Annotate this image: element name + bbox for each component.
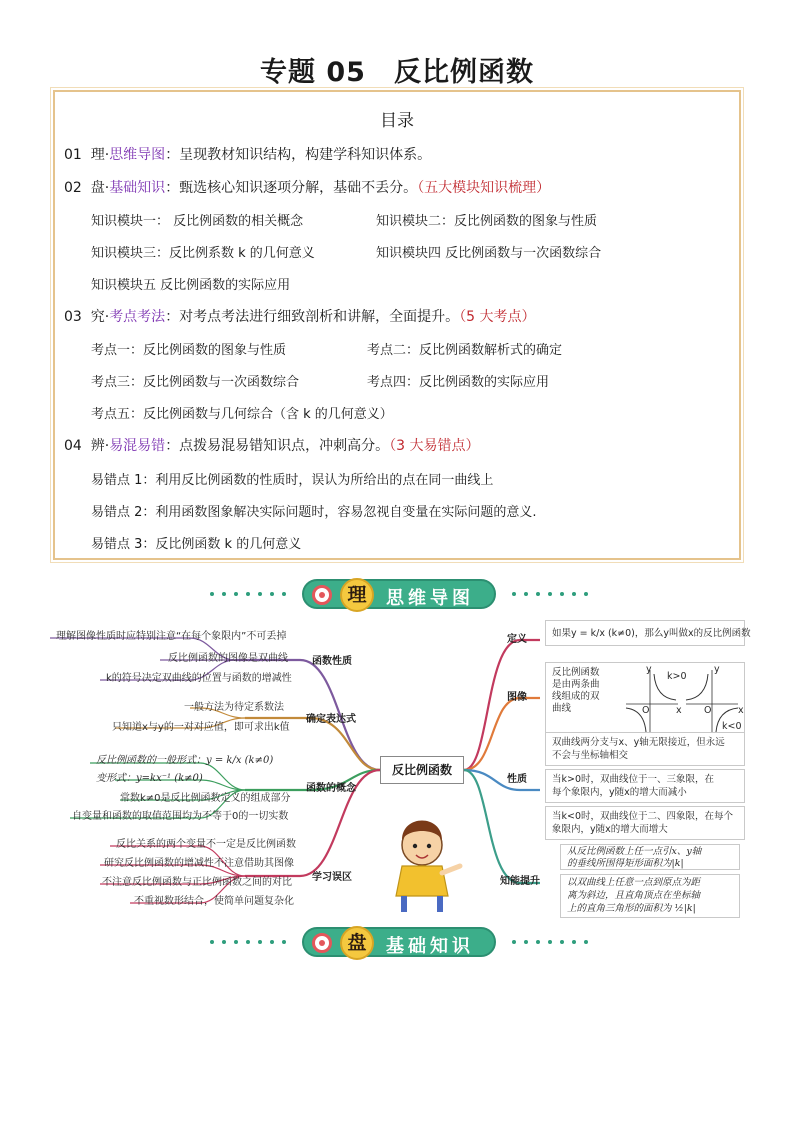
banner-pill: [302, 579, 496, 609]
module-1: 知识模块一： 反比例函数的相关概念: [91, 214, 304, 229]
error-1: 易错点 1：利用反比例函数的性质时，误认为所给出的点在同一曲线上: [91, 473, 494, 488]
toc-section-4[interactable]: 04 辨·易混易错：点拨易混易错知识点，冲刺高分。（3 大易错点）: [64, 438, 480, 454]
error-3: 易错点 3：反比例函数 k 的几何意义: [91, 537, 302, 552]
banner-dots-right: [512, 940, 588, 944]
leaf-pitfall-1: 反比关系的两个变量不一定是反比例函数: [116, 839, 296, 850]
node-property: 性质: [507, 774, 527, 785]
target-icon: [312, 933, 332, 953]
module-5: 知识模块五 反比例函数的实际应用: [91, 278, 291, 293]
node-function-concept: 函数的概念: [306, 783, 356, 794]
basics-banner: [0, 924, 794, 960]
property-box-2: 当k>0时，双曲线位于一、三象限，在 每个象限内，y随x的增大而减小: [545, 769, 745, 803]
label-k-positive: k>0: [667, 671, 687, 682]
property-box-1: 双曲线两分支与x、y轴无限接近，但永远 不会与坐标轴相交: [545, 732, 745, 766]
definition-text: 如果y = k/x (k≠0)，那么y叫做x的反比例函数: [552, 628, 751, 639]
banner-label: 基础知识: [386, 936, 474, 957]
point-1: 考点一：反比例函数的图象与性质: [91, 343, 287, 358]
toc-section-2[interactable]: 02 盘·基础知识：甄选核心知识逐项分解，基础不丢分。（五大模块知识梳理）: [64, 180, 551, 196]
mindmap-banner: [0, 576, 794, 612]
property-box-3: 当k<0时，双曲线位于二、四象限，在每个 象限内，y随x的增大而增大: [545, 806, 745, 840]
point-3: 考点三：反比例函数与一次函数综合: [91, 375, 300, 390]
banner-label: 思维导图: [386, 588, 474, 609]
leaf-pitfall-3: 不注意反比例函数与正比例函数之间的对比: [102, 877, 292, 888]
graph-box: 反比例函数 是由两条曲 线组成的双 曲线 k>0 k<0 y x O y x O: [545, 662, 745, 738]
definition-box: [545, 620, 751, 646]
banner-badge: 盘: [340, 926, 374, 960]
target-icon: [312, 585, 332, 605]
leaf-pitfall-2: 研究反比例函数的增减性不注意借助其图像: [104, 858, 294, 869]
node-definition: 定义: [507, 634, 527, 645]
leaf-pitfall-4: 不重视数形结合，使简单问题复杂化: [134, 896, 294, 907]
node-learning-pitfalls: 学习误区: [312, 872, 352, 883]
module-3: 知识模块三：反比例系数 k 的几何意义: [91, 246, 315, 261]
banner-dots-right: [512, 592, 588, 596]
leaf-concept-4: 自变量和函数的取值范围均为不等于0的一切实数: [72, 811, 289, 822]
leaf-property-1: 理解图像性质时应特别注意“在每个象限内”不可丢掉: [56, 631, 287, 642]
node-function-property: 函数性质: [312, 656, 352, 667]
boost-box-1: 从反比例函数上任一点引x、y轴 的垂线所围得矩形面积为|k|: [560, 844, 740, 870]
point-2: 考点二：反比例函数解析式的确定: [367, 343, 563, 358]
label-k-negative: k<0: [722, 721, 742, 732]
toc-section-1[interactable]: 01 理·思维导图：呈现教材知识结构，构建学科知识体系。: [64, 147, 432, 163]
leaf-expression-2: 只知道x与y的一对对应值，即可求出k值: [112, 722, 290, 733]
banner-dots-left: [210, 940, 286, 944]
banner-dots-left: [210, 592, 286, 596]
node-determine-expression: 确定表达式: [306, 714, 356, 725]
table-of-contents: [53, 90, 741, 560]
leaf-concept-2: 变形式：y=kx⁻¹ (k≠0): [96, 773, 203, 784]
leaf-concept-1: 反比例函数的一般形式：y = k/x (k≠0): [96, 755, 274, 766]
point-4: 考点四：反比例函数的实际应用: [367, 375, 550, 390]
banner-badge: 理: [340, 578, 374, 612]
boost-box-2: 以双曲线上任意一点到原点为距 离为斜边，且直角顶点在坐标轴 上的直角三角形的面积为 ½|k|: [560, 874, 740, 918]
point-5: 考点五：反比例函数与几何综合（含 k 的几何意义）: [91, 407, 393, 422]
node-graph: 图像: [507, 692, 527, 703]
mindmap-center: 反比例函数: [380, 756, 464, 784]
leaf-property-3: k的符号决定双曲线的位置与函数的增减性: [106, 673, 292, 684]
module-2: 知识模块二：反比例函数的图象与性质: [376, 214, 598, 229]
boy-mascot: [396, 821, 460, 913]
mind-map: [40, 618, 754, 924]
toc-heading: 目录: [380, 111, 414, 131]
leaf-property-2: 反比例函数的图像是双曲线: [168, 653, 288, 664]
page-title: 专题 05 反比例函数: [260, 57, 534, 88]
error-2: 易错点 2：利用函数图象解决实际问题时，容易忽视自变量在实际问题的意义.: [91, 505, 537, 520]
leaf-expression-1: 一般方法为待定系数法: [184, 702, 284, 713]
toc-section-3[interactable]: 03 究·考点考法：对考点考法进行细致剖析和讲解，全面提升。（5 大考点）: [64, 309, 536, 325]
banner-pill: [302, 927, 496, 957]
module-4: 知识模块四 反比例函数与一次函数综合: [376, 246, 602, 261]
leaf-concept-3: 常数k≠0是反比例函数定义的组成部分: [120, 793, 291, 804]
node-knowledge-boost: 知能提升: [500, 876, 540, 887]
